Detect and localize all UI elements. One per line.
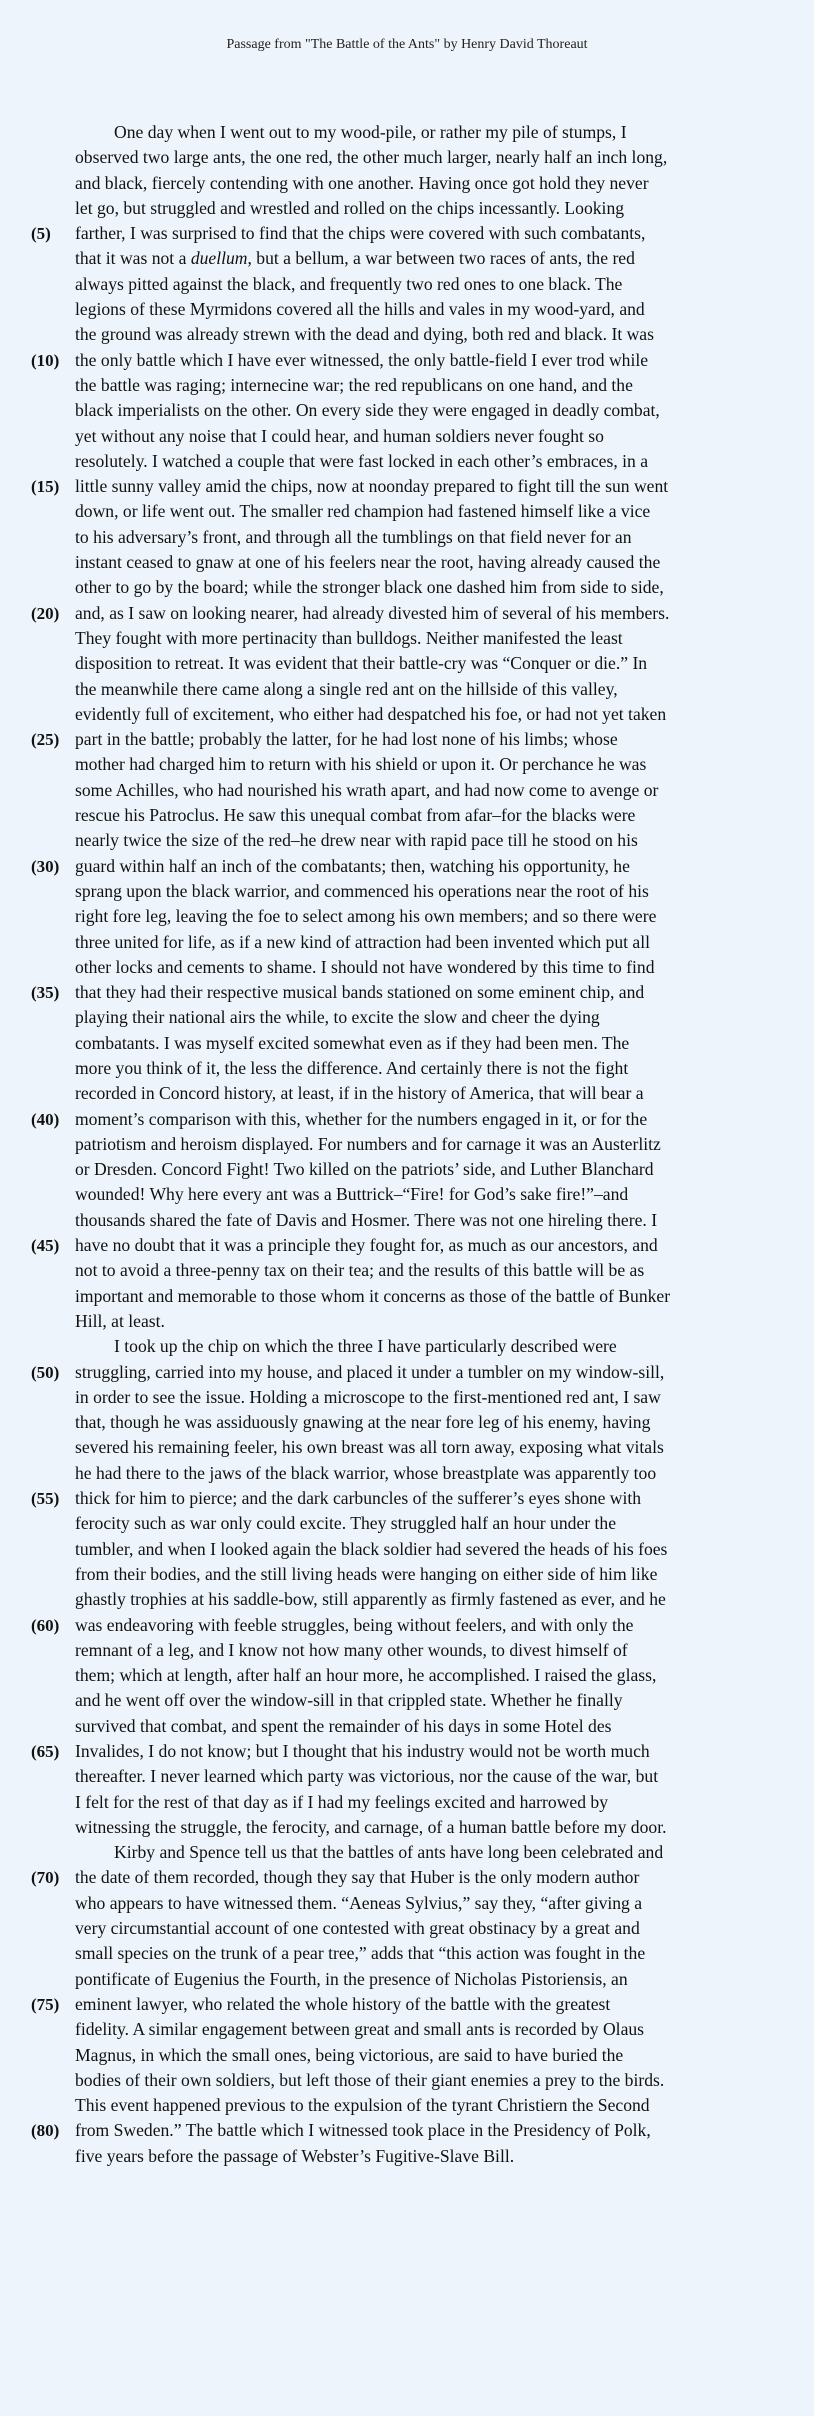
line-text: They fought with more pertinacity than bulldogs. Neither manifested the least [75, 627, 623, 648]
line-text: yet without any noise that I could hear, and human soldiers never fought so [75, 425, 604, 446]
line-text: Hill, at least. [75, 1310, 165, 1331]
line-text: always pitted against the black, and frequently two red ones to one black. The [75, 273, 623, 294]
passage-line [0, 272, 814, 297]
line-text: combatants. I was myself excited somewhat even as if they had been men. The [75, 1032, 630, 1053]
passage-line [0, 1233, 814, 1258]
line-text: This event happened previous to the expulsion of the tyrant Christiern the Second [75, 2095, 650, 2116]
passage-line [0, 2043, 814, 2068]
line-text: the ground was already strewn with the dead and dying, both red and black. It was [75, 324, 654, 345]
line-text: to his adversary’s front, and through all the tumblings on that field never for an [75, 526, 632, 547]
line-text: that it was not a duellum, but a bellum, a war between two races of ants, the red [75, 248, 635, 269]
line-text: moment’s comparison with this, whether for the numbers engaged in it, or for the [75, 1108, 648, 1129]
passage-line [0, 752, 814, 777]
line-text: let go, but struggled and wrestled and rolled on the chips incessantly. Looking [75, 197, 625, 218]
passage-line [0, 2068, 814, 2093]
line-text: pontificate of Eugenius the Fourth, in the presence of Nicholas Pistoriensis, an [75, 1968, 628, 1989]
line-text: Magnus, in which the small ones, being victorious, are said to have buried the [75, 2044, 624, 2065]
passage-line [0, 930, 814, 955]
passage-line [0, 1410, 814, 1435]
passage-line [0, 474, 814, 499]
line-number: (30) [31, 856, 60, 876]
passage-line [0, 626, 814, 651]
line-text: ghastly trophies at his saddle-bow, still apparently as firmly fastened as ever, and he [75, 1589, 666, 1610]
passage-line [0, 1309, 814, 1334]
line-text: he had there to the jaws of the black warrior, whose breastplate was apparently too [75, 1462, 657, 1483]
passage-line [0, 348, 814, 373]
line-number: (15) [31, 477, 60, 497]
line-number: (70) [31, 1868, 60, 1888]
line-text: from their bodies, and the still living heads were hanging on either side of him like [75, 1563, 658, 1584]
passage-line [0, 955, 814, 980]
line-number: (60) [31, 1615, 60, 1635]
passage-line [0, 1132, 814, 1157]
passage-line [0, 1385, 814, 1410]
passage-line [0, 854, 814, 879]
line-text: wounded! Why here every ant was a Buttrick–“Fire! for God’s sake fire!”–and [75, 1184, 629, 1205]
passage-line [0, 1840, 814, 1865]
passage-line [0, 1258, 814, 1283]
line-text: guard within half an inch of the combatants; then, watching his opportunity, he [75, 855, 630, 876]
line-text: in order to see the issue. Holding a microscope to the first-mentioned red ant, I saw [75, 1386, 661, 1407]
passage-line [0, 1182, 814, 1207]
line-text: other locks and cements to shame. I should not have wondered by this time to find [75, 956, 655, 977]
line-text: remnant of a leg, and I know not how many other wounds, to divest himself of [75, 1639, 628, 1660]
passage-line [0, 196, 814, 221]
line-text: tumbler, and when I looked again the black soldier had severed the heads of his foes [75, 1538, 668, 1559]
line-text: Invalides, I do not know; but I thought that his industry would not be worth much [75, 1741, 650, 1761]
passage-line [0, 550, 814, 575]
passage-line [0, 1562, 814, 1587]
passage-line [0, 1638, 814, 1663]
line-text: fidelity. A similar engagement between great and small ants is recorded by Olaus [75, 2019, 645, 2040]
line-text: and black, fiercely contending with one another. Having once got hold they never [75, 172, 649, 193]
line-text: thick for him to pierce; and the dark carbuncles of the sufferer’s eyes shone with [75, 1488, 642, 1509]
passage-line [0, 1107, 814, 1132]
line-text: survived that combat, and spent the remainder of his days in some Hotel des [75, 1715, 612, 1736]
line-text: them; which at length, after half an hour more, he accomplished. I raised the glass, [75, 1665, 657, 1686]
passage-line [0, 1486, 814, 1511]
passage-line [0, 2144, 814, 2169]
line-text: instant ceased to gnaw at one of his feelers near the root, having already caused the [75, 552, 661, 573]
passage-line [0, 424, 814, 449]
line-text: five years before the passage of Webster’s Fugitive-Slave Bill. [75, 2145, 515, 2166]
passage-line [0, 1815, 814, 1840]
passage-line [0, 1334, 814, 1359]
line-number: (5) [31, 224, 51, 244]
passage-line [0, 1435, 814, 1460]
passage-line [0, 778, 814, 803]
line-text: from Sweden.” The battle which I witnessed took place in the Presidency of Polk, [75, 2120, 651, 2141]
passage-line [0, 1790, 814, 1815]
passage-line [0, 651, 814, 676]
passage-line [0, 1360, 814, 1385]
line-text: evidently full of excitement, who either had despatched his foe, or had not yet taken [75, 703, 667, 724]
passage-line [0, 980, 814, 1005]
passage-line [0, 373, 814, 398]
line-text: black imperialists on the other. On every side they were engaged in deadly combat, [75, 400, 660, 421]
passage-line [0, 1663, 814, 1688]
passage-line [0, 879, 814, 904]
passage-line [0, 828, 814, 853]
line-number: (45) [31, 1236, 60, 1256]
line-text: small species on the trunk of a pear tree,” adds that “this action was fought in the [75, 1943, 646, 1964]
line-text: disposition to retreat. It was evident that their battle-cry was “Conquer or die.” In [75, 653, 648, 674]
line-text: patriotism and heroism displayed. For numbers and for carnage it was an Austerlitz [75, 1133, 661, 1154]
passage-line [0, 1031, 814, 1056]
passage-line [0, 677, 814, 702]
passage-line [0, 525, 814, 550]
passage-line [0, 1461, 814, 1486]
passage-line [0, 449, 814, 474]
line-text: witnessing the struggle, the ferocity, and carnage, of a human battle before my door. [75, 1816, 667, 1837]
line-text: observed two large ants, the one red, the other much larger, nearly half an inch long, [75, 147, 668, 168]
line-text: rescue his Patroclus. He saw this unequal combat from afar–for the blacks were [75, 805, 636, 826]
line-text: who appears to have witnessed them. “Aeneas Sylvius,” say they, “after giving a [75, 1892, 643, 1913]
line-text: or Dresden. Concord Fight! Two killed on the patriots’ side, and Luther Blanchard [75, 1159, 654, 1180]
passage-line [0, 499, 814, 524]
passage-line [0, 1714, 814, 1739]
line-text: sprang upon the black warrior, and commenced his operations near the root of his [75, 880, 649, 901]
passage-line [0, 575, 814, 600]
line-text: that, though he was assiduously gnawing at the near fore leg of his enemy, having [75, 1412, 651, 1433]
passage-line [0, 1739, 814, 1764]
passage-line [0, 1056, 814, 1081]
passage-line [0, 1587, 814, 1612]
passage-line [0, 1081, 814, 1106]
line-text: and, as I saw on looking nearer, had already divested him of several of his members. [75, 602, 670, 623]
passage-line [0, 145, 814, 170]
line-number: (35) [31, 983, 60, 1003]
passage-line [0, 297, 814, 322]
line-text: right fore leg, leaving the foe to select among his own members; and so there were [75, 906, 657, 927]
line-text: I took up the chip on which the three I have particularly described were [114, 1336, 617, 1357]
passage-line [0, 1537, 814, 1562]
passage-line [0, 601, 814, 626]
line-text: not to avoid a three-penny tax on their tea; and the results of this battle will be as [75, 1260, 645, 1281]
line-text: legions of these Myrmidons covered all the hills and vales in my wood-yard, and [75, 299, 645, 320]
passage-line [0, 1941, 814, 1966]
line-text: important and memorable to those whom it concerns as those of the battle of Bunker [75, 1285, 671, 1306]
line-number: (80) [31, 2121, 60, 2141]
passage-line [0, 1613, 814, 1638]
passage-line [0, 2118, 814, 2143]
line-text: three united for life, as if a new kind of attraction had been invented which put all [75, 931, 651, 952]
line-text: that they had their respective musical bands stationed on some eminent chip, and [75, 982, 645, 1003]
line-text: the only battle which I have ever witnessed, the only battle-field I ever trod while [75, 349, 649, 370]
line-text: farther, I was surprised to find that the chips were covered with such combatants, [75, 223, 646, 244]
line-text: struggling, carried into my house, and placed it under a tumbler on my window-sill, [75, 1361, 665, 1382]
passage-line [0, 322, 814, 347]
passage-line [0, 246, 814, 271]
line-text: was endeavoring with feeble struggles, being without feelers, and with only the [75, 1614, 634, 1635]
line-text: the date of them recorded, though they say that Huber is the only modern author [75, 1867, 640, 1888]
line-number: (20) [31, 603, 60, 623]
passage-line [0, 1157, 814, 1182]
passage-line [0, 2093, 814, 2118]
line-text: other to go by the board; while the stronger black one dashed him from side to side, [75, 577, 664, 598]
line-text: down, or life went out. The smaller red champion had fastened himself like a vice [75, 501, 651, 522]
line-text: eminent lawyer, who related the whole history of the battle with the greatest [75, 1993, 611, 2014]
passage-line [0, 1764, 814, 1789]
line-text: bodies of their own soldiers, but left those of their giant enemies a prey to the birds. [75, 2069, 665, 2090]
passage-line [0, 1967, 814, 1992]
line-text: part in the battle; probably the latter, for he had lost none of his limbs; whose [75, 729, 618, 750]
passage-line [0, 1284, 814, 1309]
passage-line [0, 727, 814, 752]
passage-line [0, 1511, 814, 1536]
line-text: Kirby and Spence tell us that the battles of ants have long been celebrated and [114, 1842, 664, 1863]
line-text: nearly twice the size of the red–he drew near with rapid pace till he stood on his [75, 830, 638, 851]
line-text: some Achilles, who had nourished his wrath apart, and had now come to avenge or [75, 779, 659, 800]
passage-text [0, 120, 814, 2169]
line-text: One day when I went out to my wood-pile, or rather my pile of stumps, I [114, 122, 627, 142]
line-text: mother had charged him to return with his shield or upon it. Or perchance he was [75, 754, 647, 775]
passage-line [0, 1688, 814, 1713]
line-text: thousands shared the fate of Davis and Hosmer. There was not one hireling there. I [75, 1209, 658, 1230]
line-number: (40) [31, 1109, 60, 1129]
line-text: ferocity such as war only could excite. They struggled half an hour under the [75, 1513, 616, 1534]
line-number: (75) [31, 1994, 60, 2014]
line-text: recorded in Concord history, at least, if in the history of America, that will bear a [75, 1083, 644, 1104]
passage-line [0, 1891, 814, 1916]
passage-line [0, 120, 814, 145]
line-text: have no doubt that it was a principle they fought for, as much as our ancestors, and [75, 1235, 658, 1256]
line-number: (10) [31, 350, 60, 370]
passage-line [0, 221, 814, 246]
line-number: (65) [31, 1742, 60, 1761]
passage-line [0, 904, 814, 929]
line-text: and he went off over the window-sill in that crippled state. Whether he finally [75, 1690, 623, 1711]
line-text: very circumstantial account of one contested with great obstinacy by a great and [75, 1918, 640, 1939]
line-number: (50) [31, 1362, 60, 1382]
line-text: I felt for the rest of that day as if I had my feelings excited and harrowed by [75, 1791, 608, 1812]
line-text: severed his remaining feeler, his own breast was all torn away, exposing what vitals [75, 1437, 664, 1458]
line-number: (55) [31, 1489, 60, 1509]
page-title: Passage from "The Battle of the Ants" by Henry David Thoreaut [226, 37, 588, 52]
line-text: thereafter. I never learned which party was victorious, nor the cause of the war, but [75, 1766, 659, 1787]
passage-line [0, 1865, 814, 1890]
line-text: playing their national airs the while, to excite the slow and cheer the dying [75, 1007, 600, 1028]
line-text: the battle was raging; internecine war; the red republicans on one hand, and the [75, 374, 633, 395]
passage-line [0, 1208, 814, 1233]
passage-line [0, 803, 814, 828]
line-number: (25) [31, 730, 60, 750]
passage-line [0, 171, 814, 196]
passage-line [0, 702, 814, 727]
passage-line [0, 398, 814, 423]
passage-line [0, 1916, 814, 1941]
line-text: more you think of it, the less the difference. And certainly there is not the fight [75, 1057, 629, 1078]
passage-line [0, 1005, 814, 1030]
passage-line [0, 1992, 814, 2017]
line-text: the meanwhile there came along a single red ant on the hillside of this valley, [75, 678, 618, 699]
line-text: little sunny valley amid the chips, now at noonday prepared to fight till the sun went [75, 476, 669, 497]
passage-line [0, 2017, 814, 2042]
line-text: resolutely. I watched a couple that were fast locked in each other’s embraces, in a [75, 450, 649, 471]
